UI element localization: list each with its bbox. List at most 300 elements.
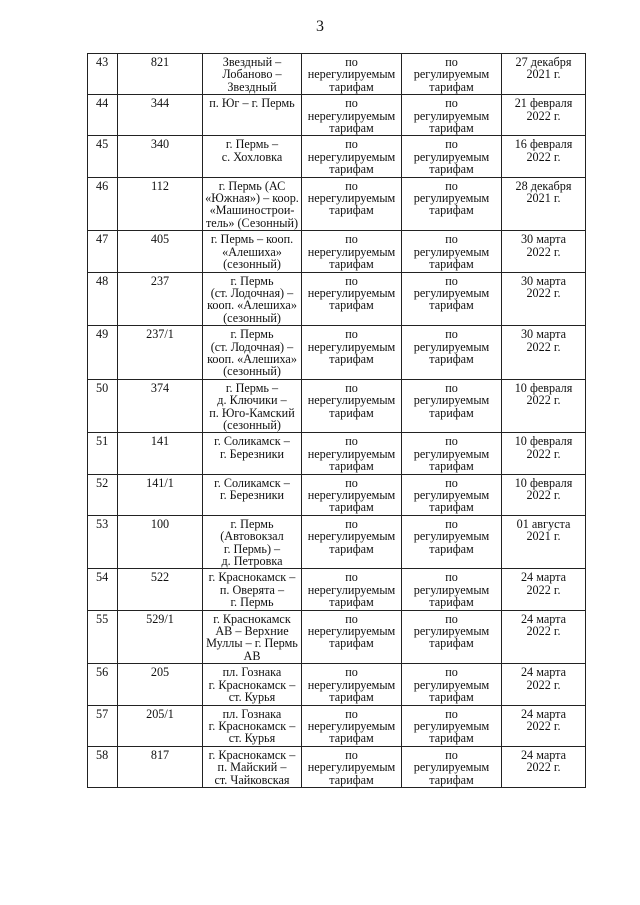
row-number: 56 bbox=[96, 665, 109, 680]
route-path-line: «Алешиха» bbox=[222, 244, 282, 259]
regulated-tariff-line: тарифам bbox=[429, 121, 474, 136]
regulated-tariff-line: тарифам bbox=[429, 298, 474, 313]
route-path-line: г. Пермь – bbox=[225, 380, 279, 395]
table-row bbox=[88, 746, 586, 787]
route-path-line: (ст. Лодочная) – bbox=[210, 285, 294, 300]
unregulated-tariff-line: нерегулируемым bbox=[307, 718, 396, 733]
regulated-tariff-line: тарифам bbox=[429, 541, 474, 556]
route-path-line: Муллы – г. Пермь bbox=[206, 636, 298, 651]
row-number-cell bbox=[88, 705, 118, 746]
unregulated-tariff-line: тарифам bbox=[329, 731, 374, 746]
unregulated-tariff-line: по bbox=[345, 178, 358, 193]
regulated-tariff-line: по bbox=[445, 516, 458, 531]
start-date-line: 24 марта bbox=[520, 665, 567, 680]
unregulated-tariff-cell bbox=[302, 610, 402, 664]
unregulated-tariff-line: тарифам bbox=[329, 405, 374, 420]
route-path-line: Звездный bbox=[227, 79, 277, 94]
route-path-line: г. Соликамск – bbox=[214, 475, 290, 490]
start-date-line: 01 августа bbox=[516, 516, 571, 531]
route-path-line: г. Пермь bbox=[230, 273, 274, 288]
start-date-line: 27 декабря bbox=[515, 55, 572, 69]
row-number-cell bbox=[88, 664, 118, 705]
unregulated-tariff-line: нерегулируемым bbox=[307, 582, 396, 597]
start-date-line: 2022 г. bbox=[526, 393, 561, 408]
route-path-cell bbox=[203, 515, 302, 569]
start-date-cell bbox=[502, 746, 586, 787]
route-number: 100 bbox=[150, 516, 170, 531]
regulated-tariff-line: регулируемым bbox=[413, 624, 490, 639]
regulated-tariff-line: регулируемым bbox=[413, 393, 490, 408]
route-path-line: ст. Курья bbox=[228, 690, 276, 705]
regulated-tariff-line: тарифам bbox=[429, 162, 474, 177]
route-number-cell bbox=[118, 746, 203, 787]
page-number: 3 bbox=[316, 18, 324, 35]
table-row bbox=[88, 326, 586, 380]
unregulated-tariff-line: по bbox=[345, 137, 358, 152]
route-number: 205/1 bbox=[146, 706, 174, 721]
unregulated-tariff-line: нерегулируемым bbox=[307, 488, 396, 502]
route-number-cell bbox=[118, 231, 203, 272]
row-number-cell bbox=[88, 515, 118, 569]
table-row bbox=[88, 272, 586, 326]
regulated-tariff-line: регулируемым bbox=[413, 760, 490, 775]
start-date-cell bbox=[502, 610, 586, 664]
start-date-cell bbox=[502, 231, 586, 272]
start-date-line: 2022 г. bbox=[526, 718, 561, 733]
regulated-tariff-line: регулируемым bbox=[413, 529, 490, 544]
route-path-cell bbox=[203, 746, 302, 787]
route-path-line: г. Соликамск – bbox=[214, 434, 290, 449]
unregulated-tariff-cell bbox=[302, 326, 402, 380]
start-date-cell bbox=[502, 54, 586, 95]
route-number-cell bbox=[118, 610, 203, 664]
start-date-cell bbox=[502, 664, 586, 705]
unregulated-tariff-line: тарифам bbox=[329, 459, 374, 474]
start-date-cell bbox=[502, 95, 586, 136]
start-date-line: 2022 г. bbox=[526, 624, 561, 639]
regulated-tariff-line: по bbox=[445, 273, 458, 288]
start-date-line: 10 февраля bbox=[514, 475, 573, 490]
table-row bbox=[88, 136, 586, 177]
unregulated-tariff-line: тарифам bbox=[329, 298, 374, 313]
route-number-cell bbox=[118, 95, 203, 136]
unregulated-tariff-cell bbox=[302, 177, 402, 231]
regulated-tariff-cell bbox=[402, 746, 502, 787]
start-date-line: 2022 г. bbox=[526, 149, 561, 164]
regulated-tariff-cell bbox=[402, 515, 502, 569]
start-date-line: 24 марта bbox=[520, 611, 567, 626]
regulated-tariff-line: по bbox=[445, 611, 458, 626]
regulated-tariff-line: регулируемым bbox=[413, 677, 490, 692]
regulated-tariff-line: тарифам bbox=[429, 79, 474, 94]
route-number: 237/1 bbox=[146, 327, 174, 342]
unregulated-tariff-line: тарифам bbox=[329, 595, 374, 610]
row-number: 55 bbox=[96, 611, 109, 626]
regulated-tariff-line: тарифам bbox=[429, 772, 474, 787]
route-path-line: (сезонный) bbox=[223, 417, 281, 432]
regulated-tariff-line: регулируемым bbox=[413, 108, 490, 123]
route-path-line: (сезонный) bbox=[223, 364, 281, 379]
route-number-cell bbox=[118, 705, 203, 746]
route-path-line: г. Краснокамск – bbox=[208, 570, 296, 585]
unregulated-tariff-cell bbox=[302, 569, 402, 610]
regulated-tariff-line: регулируемым bbox=[413, 244, 490, 259]
unregulated-tariff-line: нерегулируемым bbox=[307, 67, 396, 82]
regulated-tariff-cell bbox=[402, 474, 502, 515]
unregulated-tariff-cell bbox=[302, 136, 402, 177]
route-number-cell bbox=[118, 569, 203, 610]
route-number: 405 bbox=[150, 232, 170, 247]
route-path-line: п. Юго-Камский bbox=[209, 405, 295, 420]
row-number: 47 bbox=[96, 232, 109, 247]
regulated-tariff-line: тарифам bbox=[429, 595, 474, 610]
route-path-line: пл. Гознака bbox=[222, 665, 282, 680]
unregulated-tariff-cell bbox=[302, 474, 402, 515]
route-path-line: (ст. Лодочная) – bbox=[210, 339, 294, 354]
start-date-line: 2022 г. bbox=[526, 582, 561, 597]
row-number-cell bbox=[88, 54, 118, 95]
route-path-line: г. Пермь) – bbox=[223, 541, 281, 556]
regulated-tariff-line: тарифам bbox=[429, 203, 474, 218]
route-path-line: г. Краснокамск – bbox=[208, 718, 296, 733]
route-number: 821 bbox=[150, 55, 170, 69]
start-date-line: 2022 г. bbox=[526, 677, 561, 692]
route-number-cell bbox=[118, 326, 203, 380]
route-path-cell bbox=[203, 379, 302, 433]
start-date-line: 24 марта bbox=[520, 706, 567, 721]
row-number: 44 bbox=[96, 96, 109, 111]
table-row bbox=[88, 664, 586, 705]
routes-table bbox=[87, 53, 586, 788]
regulated-tariff-line: по bbox=[445, 380, 458, 395]
unregulated-tariff-line: нерегулируемым bbox=[307, 108, 396, 123]
table-row bbox=[88, 177, 586, 231]
regulated-tariff-line: тарифам bbox=[429, 731, 474, 746]
route-path-line: «Машинострои- bbox=[209, 203, 295, 218]
start-date-cell bbox=[502, 474, 586, 515]
start-date-line: 2022 г. bbox=[526, 108, 561, 123]
route-path-line: (сезонный) bbox=[223, 310, 281, 325]
regulated-tariff-line: по bbox=[445, 232, 458, 247]
route-path-line: АВ bbox=[243, 648, 261, 663]
table-row bbox=[88, 474, 586, 515]
unregulated-tariff-line: нерегулируемым bbox=[307, 529, 396, 544]
route-path-cell bbox=[203, 231, 302, 272]
regulated-tariff-line: по bbox=[445, 178, 458, 193]
regulated-tariff-cell bbox=[402, 54, 502, 95]
route-path-cell bbox=[203, 136, 302, 177]
start-date-line: 2022 г. bbox=[526, 244, 561, 259]
regulated-tariff-cell bbox=[402, 95, 502, 136]
regulated-tariff-line: тарифам bbox=[429, 351, 474, 366]
row-number-cell bbox=[88, 474, 118, 515]
unregulated-tariff-line: по bbox=[345, 665, 358, 680]
regulated-tariff-line: регулируемым bbox=[413, 582, 490, 597]
route-path-cell bbox=[203, 569, 302, 610]
start-date-cell bbox=[502, 177, 586, 231]
route-number: 522 bbox=[150, 570, 170, 585]
start-date-line: 30 марта bbox=[520, 327, 567, 342]
unregulated-tariff-cell bbox=[302, 705, 402, 746]
route-path-line: АВ – Верхние bbox=[215, 624, 289, 639]
route-path-line: г. Пермь bbox=[230, 595, 274, 610]
route-path-line: п. Оверята – bbox=[219, 582, 285, 597]
start-date-line: 10 февраля bbox=[514, 434, 573, 449]
start-date-line: 30 марта bbox=[520, 273, 567, 288]
start-date-line: 2022 г. bbox=[526, 285, 561, 300]
unregulated-tariff-line: тарифам bbox=[329, 162, 374, 177]
start-date-cell bbox=[502, 569, 586, 610]
start-date-line: 2022 г. bbox=[526, 760, 561, 775]
row-number: 51 bbox=[96, 434, 109, 449]
regulated-tariff-line: по bbox=[445, 706, 458, 721]
route-number: 374 bbox=[150, 380, 170, 395]
regulated-tariff-line: тарифам bbox=[429, 636, 474, 651]
regulated-tariff-cell bbox=[402, 433, 502, 474]
row-number-cell bbox=[88, 326, 118, 380]
route-number: 340 bbox=[150, 137, 170, 152]
regulated-tariff-line: по bbox=[445, 475, 458, 490]
regulated-tariff-line: регулируемым bbox=[413, 191, 490, 206]
route-path-line: ст. Курья bbox=[228, 731, 276, 746]
route-number-cell bbox=[118, 54, 203, 95]
unregulated-tariff-cell bbox=[302, 231, 402, 272]
route-path-cell bbox=[203, 433, 302, 474]
route-path-line: коoп. «Алешиха» bbox=[207, 298, 297, 313]
start-date-line: 2022 г. bbox=[526, 339, 561, 354]
routes-table-body bbox=[88, 54, 586, 788]
route-path-line: «Южная») – коop. bbox=[205, 191, 299, 206]
unregulated-tariff-line: тарифам bbox=[329, 121, 374, 136]
route-path-line: г. Краснокамск bbox=[213, 611, 291, 626]
unregulated-tariff-line: тарифам bbox=[329, 772, 374, 787]
unregulated-tariff-line: тарифам bbox=[329, 203, 374, 218]
route-path-line: п. Юг – г. Пермь bbox=[209, 96, 295, 111]
table-row bbox=[88, 95, 586, 136]
start-date-cell bbox=[502, 433, 586, 474]
row-number-cell bbox=[88, 95, 118, 136]
unregulated-tariff-line: тарифам bbox=[329, 636, 374, 651]
regulated-tariff-line: по bbox=[445, 137, 458, 152]
start-date-cell bbox=[502, 379, 586, 433]
route-number-cell bbox=[118, 136, 203, 177]
route-number: 112 bbox=[151, 178, 169, 193]
route-path-line: д. Петровка bbox=[221, 554, 283, 569]
start-date-line: 2021 г. bbox=[526, 529, 561, 544]
regulated-tariff-line: по bbox=[445, 55, 458, 69]
unregulated-tariff-line: нерегулируемым bbox=[307, 191, 396, 206]
unregulated-tariff-line: по bbox=[345, 747, 358, 762]
route-number: 344 bbox=[150, 96, 170, 111]
unregulated-tariff-line: по bbox=[345, 327, 358, 342]
route-number-cell bbox=[118, 515, 203, 569]
regulated-tariff-cell bbox=[402, 136, 502, 177]
start-date-line: 30 марта bbox=[520, 232, 567, 247]
unregulated-tariff-line: нерегулируемым bbox=[307, 624, 396, 639]
route-path-line: г. Пермь bbox=[230, 327, 274, 342]
unregulated-tariff-line: нерегулируемым bbox=[307, 393, 396, 408]
regulated-tariff-line: по bbox=[445, 570, 458, 585]
start-date-line: 28 декабря bbox=[515, 178, 572, 193]
unregulated-tariff-line: нерегулируемым bbox=[307, 339, 396, 354]
unregulated-tariff-cell bbox=[302, 515, 402, 569]
regulated-tariff-line: по bbox=[445, 665, 458, 680]
unregulated-tariff-line: по bbox=[345, 273, 358, 288]
unregulated-tariff-line: по bbox=[345, 706, 358, 721]
regulated-tariff-cell bbox=[402, 326, 502, 380]
regulated-tariff-cell bbox=[402, 664, 502, 705]
unregulated-tariff-line: нерегулируемым bbox=[307, 446, 396, 461]
start-date-cell bbox=[502, 515, 586, 569]
table-row bbox=[88, 569, 586, 610]
table-row bbox=[88, 515, 586, 569]
unregulated-tariff-cell bbox=[302, 746, 402, 787]
start-date-line: 21 февраля bbox=[514, 96, 573, 111]
unregulated-tariff-line: тарифам bbox=[329, 257, 374, 272]
table-row bbox=[88, 705, 586, 746]
unregulated-tariff-line: по bbox=[345, 516, 358, 531]
start-date-line: 2022 г. bbox=[526, 488, 561, 502]
start-date-line: 24 марта bbox=[520, 747, 567, 762]
unregulated-tariff-line: по bbox=[345, 380, 358, 395]
route-number-cell bbox=[118, 433, 203, 474]
table-row bbox=[88, 54, 586, 95]
regulated-tariff-line: регулируемым bbox=[413, 488, 490, 502]
regulated-tariff-cell bbox=[402, 231, 502, 272]
row-number: 53 bbox=[96, 516, 109, 531]
regulated-tariff-line: тарифам bbox=[429, 257, 474, 272]
route-path-line: д. Ключики – bbox=[217, 393, 287, 408]
route-number: 237 bbox=[150, 273, 170, 288]
route-path-cell bbox=[203, 664, 302, 705]
regulated-tariff-line: регулируемым bbox=[413, 446, 490, 461]
table-row bbox=[88, 433, 586, 474]
regulated-tariff-cell bbox=[402, 272, 502, 326]
unregulated-tariff-line: по bbox=[345, 611, 358, 626]
row-number-cell bbox=[88, 379, 118, 433]
route-path-line: пл. Гознака bbox=[222, 706, 282, 721]
regulated-tariff-line: по bbox=[445, 96, 458, 111]
route-path-line: (Автовокзал bbox=[220, 529, 284, 544]
route-path-cell bbox=[203, 177, 302, 231]
unregulated-tariff-line: нерегулируемым bbox=[307, 149, 396, 164]
row-number-cell bbox=[88, 177, 118, 231]
route-path-cell bbox=[203, 326, 302, 380]
unregulated-tariff-line: тарифам bbox=[329, 690, 374, 705]
unregulated-tariff-cell bbox=[302, 272, 402, 326]
row-number-cell bbox=[88, 136, 118, 177]
route-number: 205 bbox=[150, 665, 170, 680]
route-number: 141 bbox=[150, 434, 170, 449]
regulated-tariff-line: регулируемым bbox=[413, 718, 490, 733]
row-number-cell bbox=[88, 433, 118, 474]
route-path-line: г. Пермь (АС bbox=[218, 178, 286, 193]
start-date-cell bbox=[502, 136, 586, 177]
route-number: 141/1 bbox=[146, 475, 174, 490]
regulated-tariff-line: регулируемым bbox=[413, 67, 490, 82]
row-number-cell bbox=[88, 231, 118, 272]
unregulated-tariff-line: по bbox=[345, 55, 358, 69]
route-path-line: г. Березники bbox=[219, 446, 285, 461]
route-number-cell bbox=[118, 177, 203, 231]
row-number-cell bbox=[88, 569, 118, 610]
start-date-line: 2021 г. bbox=[526, 191, 561, 206]
unregulated-tariff-cell bbox=[302, 433, 402, 474]
start-date-line: 2022 г. bbox=[526, 446, 561, 461]
regulated-tariff-line: по bbox=[445, 327, 458, 342]
unregulated-tariff-line: по bbox=[345, 434, 358, 449]
row-number: 58 bbox=[96, 747, 109, 762]
unregulated-tariff-line: по bbox=[345, 475, 358, 490]
unregulated-tariff-line: нерегулируемым bbox=[307, 677, 396, 692]
route-number-cell bbox=[118, 474, 203, 515]
unregulated-tariff-line: тарифам bbox=[329, 79, 374, 94]
row-number: 46 bbox=[96, 178, 109, 193]
route-number-cell bbox=[118, 272, 203, 326]
row-number: 54 bbox=[96, 570, 109, 585]
unregulated-tariff-line: по bbox=[345, 232, 358, 247]
table-row bbox=[88, 379, 586, 433]
route-path-cell bbox=[203, 610, 302, 664]
unregulated-tariff-line: нерегулируемым bbox=[307, 244, 396, 259]
unregulated-tariff-cell bbox=[302, 379, 402, 433]
route-path-line: тель» (Сезонный) bbox=[205, 215, 299, 230]
route-path-line: Лобаново – bbox=[222, 67, 282, 82]
start-date-line: 16 февраля bbox=[514, 137, 573, 152]
row-number-cell bbox=[88, 272, 118, 326]
regulated-tariff-cell bbox=[402, 705, 502, 746]
unregulated-tariff-line: по bbox=[345, 570, 358, 585]
row-number-cell bbox=[88, 746, 118, 787]
row-number: 50 bbox=[96, 380, 109, 395]
route-path-cell bbox=[203, 474, 302, 515]
row-number: 43 bbox=[96, 55, 109, 69]
route-number-cell bbox=[118, 379, 203, 433]
row-number: 49 bbox=[96, 327, 109, 342]
row-number: 45 bbox=[96, 137, 109, 152]
unregulated-tariff-cell bbox=[302, 95, 402, 136]
regulated-tariff-line: тарифам bbox=[429, 459, 474, 474]
unregulated-tariff-cell bbox=[302, 54, 402, 95]
route-path-line: г. Краснокамск – bbox=[208, 747, 296, 762]
regulated-tariff-cell bbox=[402, 379, 502, 433]
route-number: 817 bbox=[150, 747, 170, 762]
regulated-tariff-line: по bbox=[445, 434, 458, 449]
table-row bbox=[88, 610, 586, 664]
route-path-line: г. Пермь bbox=[230, 516, 274, 531]
route-number: 529/1 bbox=[146, 611, 174, 626]
route-path-line: коoп. «Алешиха» bbox=[207, 351, 297, 366]
row-number-cell bbox=[88, 610, 118, 664]
row-number: 57 bbox=[96, 706, 109, 721]
route-path-cell bbox=[203, 54, 302, 95]
regulated-tariff-line: тарифам bbox=[429, 500, 474, 515]
route-path-line: г. Пермь – коoп. bbox=[210, 232, 294, 247]
unregulated-tariff-line: тарифам bbox=[329, 500, 374, 515]
unregulated-tariff-line: тарифам bbox=[329, 351, 374, 366]
regulated-tariff-line: регулируемым bbox=[413, 285, 490, 300]
regulated-tariff-cell bbox=[402, 569, 502, 610]
regulated-tariff-line: тарифам bbox=[429, 690, 474, 705]
route-path-cell bbox=[203, 705, 302, 746]
regulated-tariff-line: регулируемым bbox=[413, 339, 490, 354]
unregulated-tariff-cell bbox=[302, 664, 402, 705]
start-date-cell bbox=[502, 326, 586, 380]
route-path-line: г. Пермь – bbox=[225, 137, 279, 152]
row-number: 52 bbox=[96, 475, 109, 490]
route-number-cell bbox=[118, 664, 203, 705]
route-path-line: ст. Чайковская bbox=[214, 772, 290, 787]
